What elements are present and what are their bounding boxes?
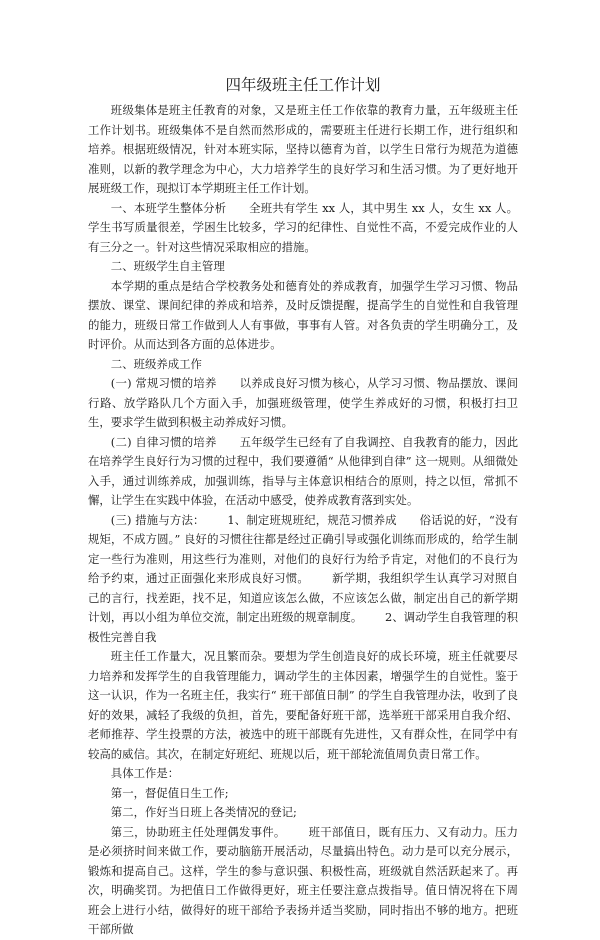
section-two-paragraph <box>88 277 518 355</box>
section-three-heading: 二、班级养成工作 <box>110 356 202 371</box>
work-item-2-paragraph <box>88 803 518 823</box>
intro-text: 班级集体是班主任教育的对象，又是班主任工作依靠的教育力量，五年级班主任工作计划书。班级集体不是自然而然形成的，需要班主任进行长期工作，进行组织和培养。根据班级情况，针对本班实际，坚持以德育为首，以学生日常行为规范为道德准则，以新的教学理念为中心，大力培养学生的良好学习和生活习惯。为了更好地开展班级工作，现拟订本学期班主任工作计划。 <box>88 103 518 195</box>
work-item-3-paragraph <box>88 823 518 940</box>
subsection-two-text: 五年级学生已经有了自我调控、自我教育的能力，因此在培养学生良好行为习惯的过程中，我们要遵循“ 从他律到自律” 这一规则。从细微处入手，通过训练养成，加强训练，指导与主体意识相结合的原则，持之以恒，常抓不懈，让学生在实践中体验，在活动中感受，使养成教育落到实处。 <box>88 434 518 507</box>
subsection-one-heading: (一) 常规习惯的培养 <box>110 376 217 390</box>
work-item-1-paragraph <box>88 784 518 804</box>
specific-work-paragraph <box>88 764 518 784</box>
subsection-three-heading: (三) 措施与方法： <box>110 512 205 527</box>
document-title: 四年级班主任工作计划 <box>225 76 381 94</box>
specific-work-heading: 具体工作是： <box>110 766 180 780</box>
closing-text: 班干部值日，既有压力、又有动力。压力是必须挤时间来做工作，要动脑筋开展活动，尽量搞出特色。动力是可以充分展示，锻炼和提高自己。这样，学生的参与意识强、积极性高，班级就自然活跃起来了。再次，明确奖罚。为把值日工作做得更好，班主任要注意点拨指导。值日情况将在下周班会上进行小结，做得好的班干部给予表扬并适当奖励，同时指出不够的地方。把班干部所做 <box>88 824 518 936</box>
measure-two-heading: 2、调动学生自我管理的积极性完善自我 <box>88 610 518 644</box>
intro-paragraph <box>88 101 518 199</box>
subsection-three-paragraph <box>88 511 518 648</box>
work-item-2: 第二，作好当日班上各类情况的登记; <box>110 805 297 819</box>
measure-one-text: 俗话说的好，“没有规矩，不成方圆。” 良好的习惯往往都是经过正确引导或强化训练而形成的，给学生制定一些行为准则，用这些行为准则，对他们的良好行为给予肯定，对他们的不良行为给予约束，通过正面强化来形成良好习惯。 <box>88 512 518 585</box>
work-item-1: 第一，督促值日生工作; <box>110 785 229 800</box>
section-two-heading: 二、班级学生自主管理 <box>110 259 225 273</box>
subsection-two-heading: (二) 自律习惯的培养 <box>110 434 217 449</box>
section-two-text: 本学期的重点是结合学校教务处和德育处的养成教育，加强学生学习习惯、物品摆放、课堂、课间纪律的养成和培养，及时反馈提醒，提高学生的自觉性和自我管理的能力，班级日常工作做到人人有事做，事事有人管。对各负责的学生明确分工，及时评价。从而达到各方面的总体进步。 <box>88 278 518 351</box>
document-page <box>88 74 518 940</box>
subsection-one-paragraph <box>88 374 518 433</box>
class-cadre-paragraph <box>88 647 518 764</box>
section-one-heading: 一、本班学生整体分析 <box>110 200 227 215</box>
class-cadre-text: 班主任工作量大，况且繁而杂。要想为学生创造良好的成长环境，班主任就要尽力培养和发挥学生的自我管理能力，调动学生的主体因素，增强学生的自觉性。鉴于这一认识，作为一名班主任，我实行“ 班干部值日制” 的学生自我管理办法，收到了良好的效果，减轻了我级的负担，首先，要配备好班干部，选举班干部采用自我介绍、老师推荐、学生投票的方法，被选中的班干部既有先进性，又有群众性，在同学中有较高的威信。其次，在制定好班纪、班规以后，班干部轮流值周负责日常工作。 <box>88 649 518 761</box>
subsection-two-paragraph <box>88 433 518 511</box>
section-two-heading-paragraph <box>88 257 518 277</box>
section-one-text: 全班共有学生 xx 人，其中男生 xx 人，女生 xx 人。学生书写质量很差，学困生比较多，学习的纪律性、自觉性不高，不爱完成作业的人有三分之一。针对这些情况采取相应的措施。 <box>88 200 518 254</box>
measure-one-heading: 1、制定班规班纪，规范习惯养成 <box>227 512 397 527</box>
section-one-paragraph <box>88 199 518 258</box>
work-item-3: 第三，协助班主任处理偶发事件。 <box>110 824 286 839</box>
measure-one-text-cont: 新学期，我组织学生认真学习对照自己的言行，找差距，找不足，知道应该怎么做，不应该怎么做，制定出自己的新学期计划，再以小组为单位交流，制定出班级的规章制度。 <box>88 571 518 624</box>
section-three-heading-paragraph <box>88 355 518 375</box>
subsection-one-text: 以养成良好习惯为核心，从学习习惯、物品摆放、课间行路、放学路队几个方面入手，加强班级管理，使学生养成好的习惯，积极打扫卫生，要求学生做到积极主动养成好习惯。 <box>88 376 518 429</box>
